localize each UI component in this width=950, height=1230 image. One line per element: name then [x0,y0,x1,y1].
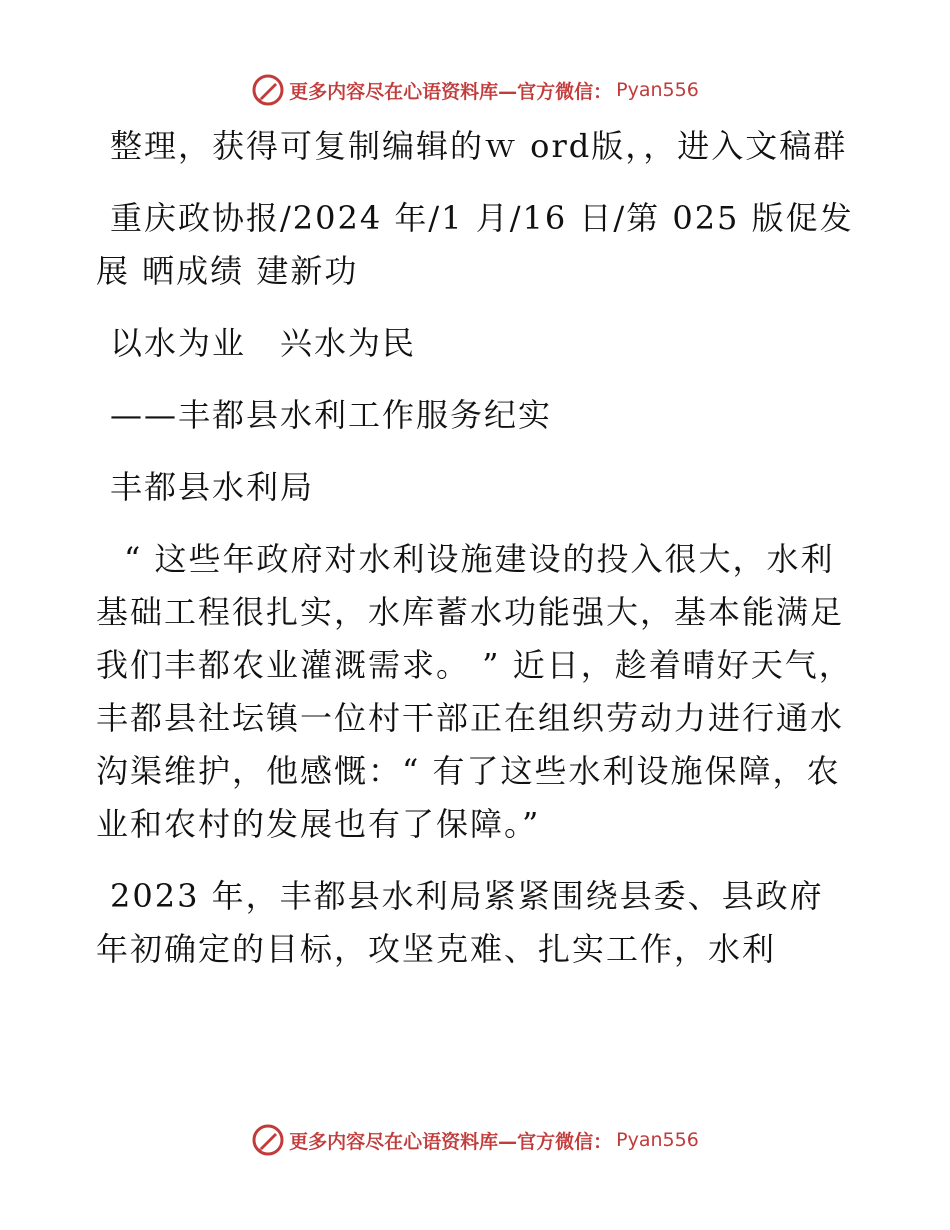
feather-pen-logo-icon [251,73,285,107]
paragraph-body: 2023 年，丰都县水利局紧紧围绕县委、县政府年初确定的目标，攻坚克难、扎实工作，水利 [96,877,824,968]
feather-pen-logo-icon [251,1123,285,1157]
footer-banner [0,1120,950,1160]
article-title: 以水为业 兴水为民 [110,324,417,362]
paragraph-intro: 整理，获得可复制编辑的ｗ ord版，，进入文稿群 [110,127,848,165]
header-banner-text: 更多内容尽在心语资料库—官方微信： [289,80,613,103]
header-wechat-id: Pyan556 [616,79,699,101]
paragraph-quote: “ 这些年政府对水利设施建设的投入很大，水利基础工程很扎实，水库蓄水功能强大，基本能满足我们丰都农业灌溉需求。 ” 近日，趁着晴好天气，丰都县社坛镇一位村干部正在组织劳动力进行通水沟渠维护，他感慨：“ 有了这些水利设施保障，农业和农村的发展也有了保障。” [96,540,853,843]
footer-banner-text: 更多内容尽在心语资料库—官方微信： [289,1130,613,1153]
paragraph-source: 重庆政协报/2024 年/1 月/16 日/第 025 版促发展 晒成绩 建新功 [96,199,854,290]
document-body [96,120,856,995]
article-subtitle: ——丰都县水利工作服务纪实 [110,396,553,434]
article-author: 丰都县水利局 [110,468,315,506]
footer-wechat-id: Pyan556 [616,1129,699,1151]
header-banner [0,70,950,110]
